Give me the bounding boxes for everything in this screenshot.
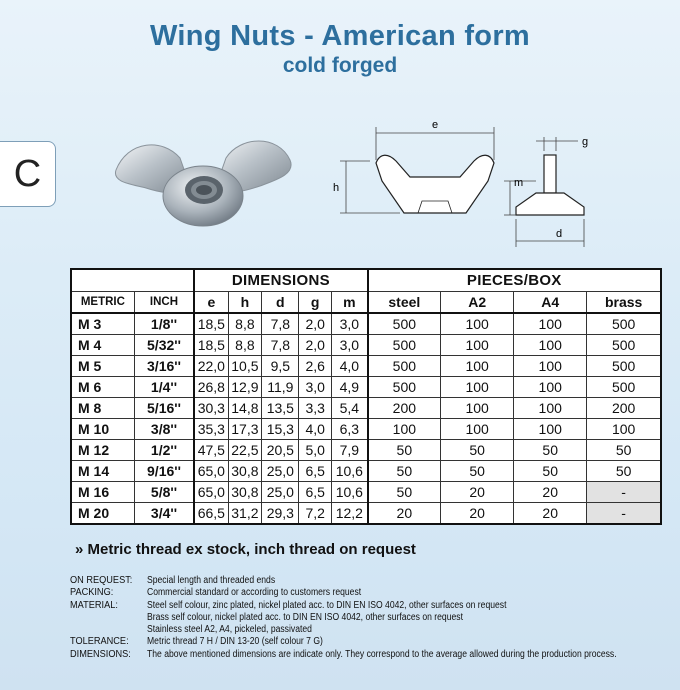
cell-g: 5,0 <box>299 440 332 461</box>
note-row <box>70 575 680 587</box>
cell-d: 20,5 <box>262 440 299 461</box>
note-label: ON REQUEST: <box>70 575 133 586</box>
section-tab: C <box>0 141 56 207</box>
cell-d: 7,8 <box>262 335 299 356</box>
cell-h: 30,8 <box>228 482 262 503</box>
cell-h: 14,8 <box>228 398 262 419</box>
cell-g: 2,0 <box>299 335 332 356</box>
cell-a2: 100 <box>441 398 514 419</box>
cell-brass: 500 <box>587 313 661 335</box>
cell-e: 18,5 <box>194 335 228 356</box>
cell-brass: 100 <box>587 419 661 440</box>
cell-inch: 5/16'' <box>134 398 194 419</box>
cell-e: 18,5 <box>194 313 228 335</box>
cell-metric: M 12 <box>71 440 134 461</box>
cell-e: 30,3 <box>194 398 228 419</box>
cell-brass: - <box>587 503 661 525</box>
cell-brass: 500 <box>587 335 661 356</box>
col-inch: INCH <box>134 292 194 314</box>
cell-steel: 50 <box>368 482 441 503</box>
cell-e: 35,3 <box>194 419 228 440</box>
dim-h-label: h <box>333 182 340 194</box>
cell-inch: 9/16'' <box>134 461 194 482</box>
cell-metric: M 8 <box>71 398 134 419</box>
cell-e: 26,8 <box>194 377 228 398</box>
col-steel: steel <box>368 292 441 314</box>
cell-g: 2,6 <box>299 356 332 377</box>
note-label: PACKING: <box>70 587 114 599</box>
cell-h: 30,8 <box>228 461 262 482</box>
cell-brass: 500 <box>587 377 661 398</box>
cell-inch: 1/2'' <box>134 440 194 461</box>
cell-h: 10,5 <box>228 356 262 377</box>
cell-steel: 500 <box>368 356 441 377</box>
header-spacer <box>71 269 194 292</box>
cell-a4: 20 <box>514 503 587 525</box>
cell-m: 10,6 <box>332 461 368 482</box>
cell-brass: 200 <box>587 398 661 419</box>
cell-m: 12,2 <box>332 503 368 525</box>
cell-h: 22,5 <box>228 440 262 461</box>
cell-m: 10,6 <box>332 482 368 503</box>
cell-e: 65,0 <box>194 461 228 482</box>
cell-d: 7,8 <box>262 313 299 335</box>
cell-metric: M 5 <box>71 356 134 377</box>
cell-a4: 100 <box>514 419 587 440</box>
group-dimensions: DIMENSIONS <box>194 269 367 292</box>
cell-m: 5,4 <box>332 398 368 419</box>
cell-brass: 50 <box>587 440 661 461</box>
cell-metric: M 20 <box>71 503 134 525</box>
col-h: h <box>228 292 262 314</box>
cell-inch: 1/8'' <box>134 313 194 335</box>
note-label: TOLERANCE: <box>70 636 129 648</box>
cell-inch: 5/8'' <box>134 482 194 503</box>
technical-drawing <box>330 115 610 255</box>
cell-h: 31,2 <box>228 503 262 525</box>
cell-m: 7,9 <box>332 440 368 461</box>
cell-d: 25,0 <box>262 461 299 482</box>
table-row <box>71 419 661 440</box>
cell-a2: 100 <box>441 335 514 356</box>
note-value: Stainless steel A2, A4, pickeled, passivated <box>147 624 312 636</box>
cell-inch: 3/8'' <box>134 419 194 440</box>
cell-a2: 50 <box>441 461 514 482</box>
dim-e-label: e <box>432 119 439 131</box>
cell-g: 7,2 <box>299 503 332 525</box>
cell-h: 8,8 <box>228 313 262 335</box>
cell-d: 13,5 <box>262 398 299 419</box>
group-pieces-box: PIECES/BOX <box>368 269 661 292</box>
cell-a4: 50 <box>514 461 587 482</box>
cell-steel: 100 <box>368 419 441 440</box>
cell-a4: 20 <box>514 482 587 503</box>
cell-h: 17,3 <box>228 419 262 440</box>
col-m: m <box>332 292 368 314</box>
note-label <box>70 624 141 636</box>
table-row <box>71 377 661 398</box>
cell-brass: 500 <box>587 356 661 377</box>
cell-d: 15,3 <box>262 419 299 440</box>
note-value: Metric thread 7 H / DIN 13-20 (self colour 7 G) <box>147 636 323 648</box>
cell-e: 66,5 <box>194 503 228 525</box>
col-e: e <box>194 292 228 314</box>
cell-a2: 100 <box>441 419 514 440</box>
cell-d: 29,3 <box>262 503 299 525</box>
cell-steel: 500 <box>368 335 441 356</box>
cell-d: 9,5 <box>262 356 299 377</box>
dim-m-label: m <box>514 177 524 189</box>
cell-steel: 50 <box>368 440 441 461</box>
table-row <box>71 461 661 482</box>
col-a4: A4 <box>514 292 587 314</box>
table-row <box>71 356 661 377</box>
cell-steel: 20 <box>368 503 441 525</box>
cell-g: 6,5 <box>299 461 332 482</box>
note-row <box>70 600 680 612</box>
cell-steel: 50 <box>368 461 441 482</box>
cell-a4: 100 <box>514 377 587 398</box>
col-d: d <box>262 292 299 314</box>
cell-a4: 100 <box>514 335 587 356</box>
cell-m: 3,0 <box>332 313 368 335</box>
note-row <box>70 624 680 636</box>
cell-a4: 100 <box>514 313 587 335</box>
note-row <box>70 636 680 648</box>
cell-metric: M 16 <box>71 482 134 503</box>
cell-m: 6,3 <box>332 419 368 440</box>
note-value: Brass self colour, nickel plated acc. to DIN EN ISO 4042, other surfaces on request <box>147 611 463 623</box>
cell-m: 3,0 <box>332 335 368 356</box>
cell-a2: 50 <box>441 440 514 461</box>
cell-steel: 500 <box>368 377 441 398</box>
cell-e: 65,0 <box>194 482 228 503</box>
cell-m: 4,0 <box>332 356 368 377</box>
cell-g: 3,3 <box>299 398 332 419</box>
cell-e: 22,0 <box>194 356 228 377</box>
cell-brass: 50 <box>587 461 661 482</box>
cell-a2: 20 <box>441 482 514 503</box>
cell-a4: 100 <box>514 356 587 377</box>
cell-m: 4,9 <box>332 377 368 398</box>
note-row <box>70 587 680 599</box>
cell-g: 2,0 <box>299 313 332 335</box>
table-row <box>71 335 661 356</box>
cell-h: 12,9 <box>228 377 262 398</box>
cell-g: 3,0 <box>299 377 332 398</box>
note-value: The above mentioned dimensions are indicate only. They correspond to the average allowed during the production process. <box>147 648 617 660</box>
notes-block <box>70 575 680 661</box>
cell-inch: 5/32'' <box>134 335 194 356</box>
dim-g-label: g <box>582 136 589 148</box>
cell-a2: 100 <box>441 313 514 335</box>
stock-note: » Metric thread ex stock, inch thread on request <box>75 541 416 558</box>
cell-a2: 100 <box>441 377 514 398</box>
cell-inch: 1/4'' <box>134 377 194 398</box>
note-label: MATERIAL: <box>70 599 118 611</box>
note-row <box>70 649 680 661</box>
col-metric: METRIC <box>71 292 134 314</box>
table-row <box>71 313 661 335</box>
cell-brass: - <box>587 482 661 503</box>
table-row <box>71 398 661 419</box>
cell-metric: M 6 <box>71 377 134 398</box>
cell-metric: M 4 <box>71 335 134 356</box>
page-subtitle: cold forged <box>282 54 398 77</box>
cell-inch: 3/4'' <box>134 503 194 525</box>
dim-d-label: d <box>556 228 563 240</box>
cell-steel: 500 <box>368 313 441 335</box>
col-g: g <box>299 292 332 314</box>
spec-table <box>70 268 662 525</box>
cell-metric: M 3 <box>71 313 134 335</box>
cell-g: 6,5 <box>299 482 332 503</box>
cell-a2: 100 <box>441 356 514 377</box>
cell-metric: M 10 <box>71 419 134 440</box>
cell-d: 11,9 <box>262 377 299 398</box>
cell-e: 47,5 <box>194 440 228 461</box>
cell-metric: M 14 <box>71 461 134 482</box>
cell-steel: 200 <box>368 398 441 419</box>
cell-a4: 50 <box>514 440 587 461</box>
cell-h: 8,8 <box>228 335 262 356</box>
page-title: Wing Nuts - American form <box>150 20 530 52</box>
col-a2: A2 <box>441 292 514 314</box>
cell-inch: 3/16'' <box>134 356 194 377</box>
col-brass: brass <box>587 292 661 314</box>
table-row <box>71 503 661 525</box>
table-row <box>71 440 661 461</box>
note-label <box>70 612 141 624</box>
note-value: Commercial standard or according to customers request <box>147 587 362 599</box>
note-label: DIMENSIONS: <box>70 648 131 660</box>
note-row <box>70 612 680 624</box>
note-value: Special length and threaded ends <box>147 575 276 586</box>
wing-nut-photo <box>108 130 298 230</box>
cell-a4: 100 <box>514 398 587 419</box>
cell-a2: 20 <box>441 503 514 525</box>
cell-g: 4,0 <box>299 419 332 440</box>
cell-d: 25,0 <box>262 482 299 503</box>
note-value: Steel self colour, zinc plated, nickel plated acc. to DIN EN ISO 4042, other surfaces on request <box>147 599 507 611</box>
table-row <box>71 482 661 503</box>
